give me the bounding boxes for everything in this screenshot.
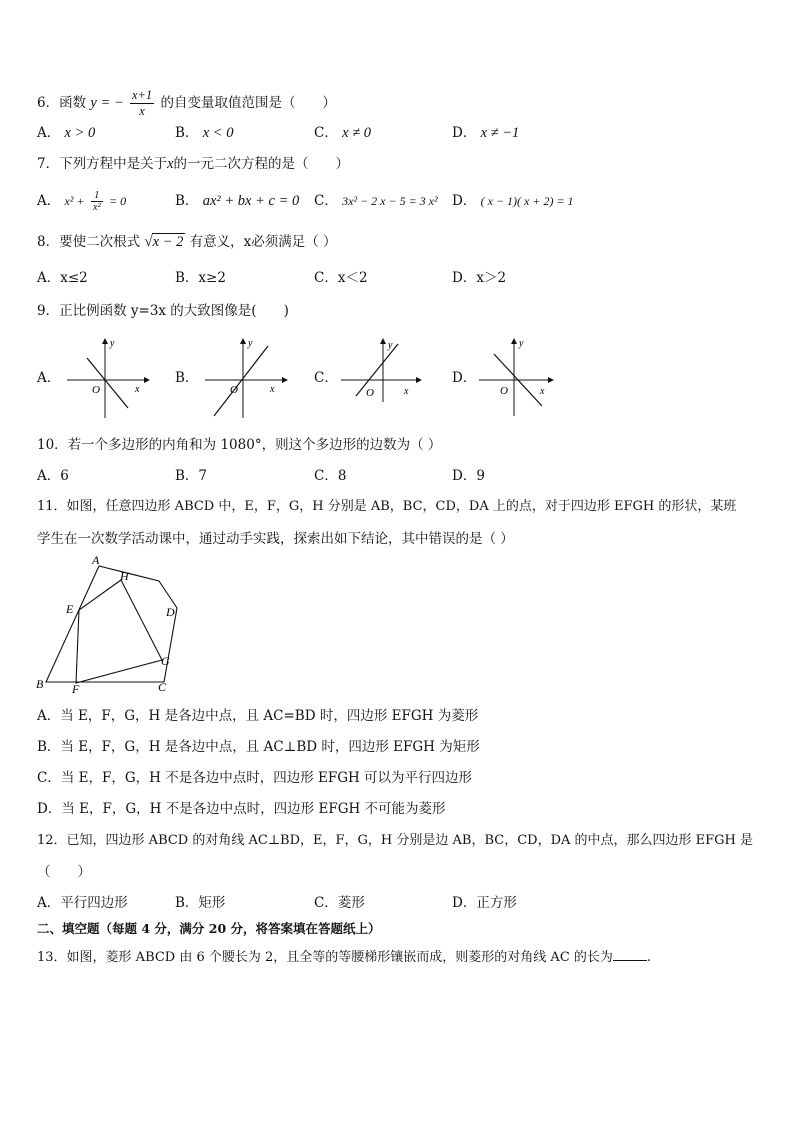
q11-quadrilateral-figure [34,552,184,697]
q6-option-a: A． x > 0 [37,125,96,141]
q9-option-c-label: C． [314,370,338,386]
q10-option-b: B．7 [175,468,208,484]
svg-text:O: O [500,385,508,397]
q9-option-d-label: D． [452,370,477,386]
svg-text:C: C [158,680,167,694]
q11-option-c: C．当 E，F，G，H 不是各边中点时，四边形 EFGH 可以为平行四边形 [37,770,473,786]
q9-graph-c [338,336,428,420]
svg-text:y: y [248,338,253,349]
svg-text:x: x [540,386,545,397]
q8-option-a: A．x≤2 [37,270,88,286]
question-12-stem-line2: （ ） [37,864,91,880]
question-10-stem: 10．若一个多边形的内角和为 1080°，则这个多边形的边数为（ ） [37,437,442,453]
quadrilateral-efgh [76,580,162,683]
q9-graph-d [476,336,566,420]
q12-option-a: A．平行四边形 [37,895,128,911]
q12-option-b: B．矩形 [175,895,226,911]
question-8-stem: 8．要使二次根式 √x − 2 有意义，x必须满足（ ） [37,234,337,250]
q6-suffix: 的自变量取值范围是（ ） [160,95,336,111]
svg-text:F: F [72,682,80,696]
question-13-stem: 13．如图，菱形 ABCD 由 6 个腰长为 2，且全等的等腰梯形镶嵌而成，则菱形的对角线 AC 的长为 . [37,946,651,967]
q11-option-b: B．当 E，F，G，H 是各边中点，且 AC⊥BD 时，四边形 EFGH 为矩形 [37,739,480,755]
q12-option-d: D．正方形 [452,895,517,911]
svg-text:y: y [110,338,115,349]
svg-text:x: x [404,386,409,397]
q9-option-a-label: A． [37,370,61,386]
q10-option-a: A．6 [37,468,69,484]
q7-option-a-fraction: $\frac{1}{\text{x²}}$ [92,190,101,213]
q10-option-d: D．9 [452,468,485,484]
q6-option-b: B． x < 0 [175,125,234,141]
question-6-stem [37,88,336,119]
svg-text:B: B [36,677,44,691]
q9-option-b-label: B． [175,370,199,386]
svg-text:y: y [519,338,524,349]
sqrt-symbol: √ [144,234,153,250]
q6-option-d: D． x ≠ −1 [452,125,520,141]
q12-option-c: C．菱形 [314,895,365,911]
q8-radicand: x − 2 [152,234,184,250]
q6-prefix: 6．函数 [37,95,87,111]
q6-frac-numerator: x+1 [131,88,153,102]
svg-text:G: G [161,654,170,668]
svg-text:y: y [388,340,393,351]
question-12-stem-line1: 12．已知，四边形 ABCD 的对角线 AC⊥BD，E，F，G，H 分别是边 AB，BC，CD，DA 的中点，那么四边形 EFGH 是 [37,833,754,848]
svg-text:x: x [270,384,275,395]
q8-option-c: C．x＜2 [314,270,368,286]
question-11-stem-line1: 11．如图，任意四边形 ABCD 中，E，F，G，H 分别是 AB，BC，CD，DA 上的点，对于四边形 EFGH 的形状，某班 [37,499,737,514]
q6-lhs: y = − [90,95,124,111]
q13-answer-blank[interactable] [613,946,647,961]
quadrilateral-abcd [46,566,177,682]
svg-text:O: O [230,384,238,396]
section-2-heading: 二、填空题（每题 4 分，满分 20 分，将答案填在答题纸上） [37,921,381,936]
q11-option-d: D．当 E，F，G，H 不是各边中点时，四边形 EFGH 不可能为菱形 [37,801,446,817]
svg-text:D: D [166,605,175,619]
q8-option-b: B．x≥2 [175,270,226,286]
svg-text:x: x [135,384,140,395]
svg-text:A: A [92,553,100,567]
q6-fraction [130,88,154,119]
q9-graph-a [62,336,152,420]
q7-option-b: B． ax² + bx + c = 0 [175,193,300,209]
q6-option-c: C． x ≠ 0 [314,125,372,141]
q7-variable: x [167,156,174,172]
q7-option-c: C． 3x² − 2 x − 5 = 3 x² [314,193,438,209]
question-11-stem-line2: 学生在一次数学活动课中，通过动手实践，探索出如下结论，其中错误的是（ ） [37,531,514,547]
q8-option-d: D．x＞2 [452,270,507,286]
q6-frac-denominator: x [139,104,145,118]
q7-option-a: A． x² + $\frac{1}{\text{x²}}$ = 0 [37,190,127,213]
svg-text:H: H [120,569,129,583]
svg-text:E: E [66,602,74,616]
q9-graph-b [200,336,290,420]
q11-option-a: A．当 E，F，G，H 是各边中点，且 AC=BD 时，四边形 EFGH 为菱形 [37,708,479,724]
question-9-stem: 9．正比例函数 y=3x 的大致图像是( ) [37,303,289,319]
question-7-stem: 7．下列方程中是关于x的一元二次方程的是（ ） [37,156,350,172]
q7-option-d: D． ( x − 1)( x + 2) = 1 [452,193,574,209]
q10-option-c: C．8 [314,468,347,484]
svg-text:O: O [366,387,374,399]
svg-text:O: O [92,384,100,396]
